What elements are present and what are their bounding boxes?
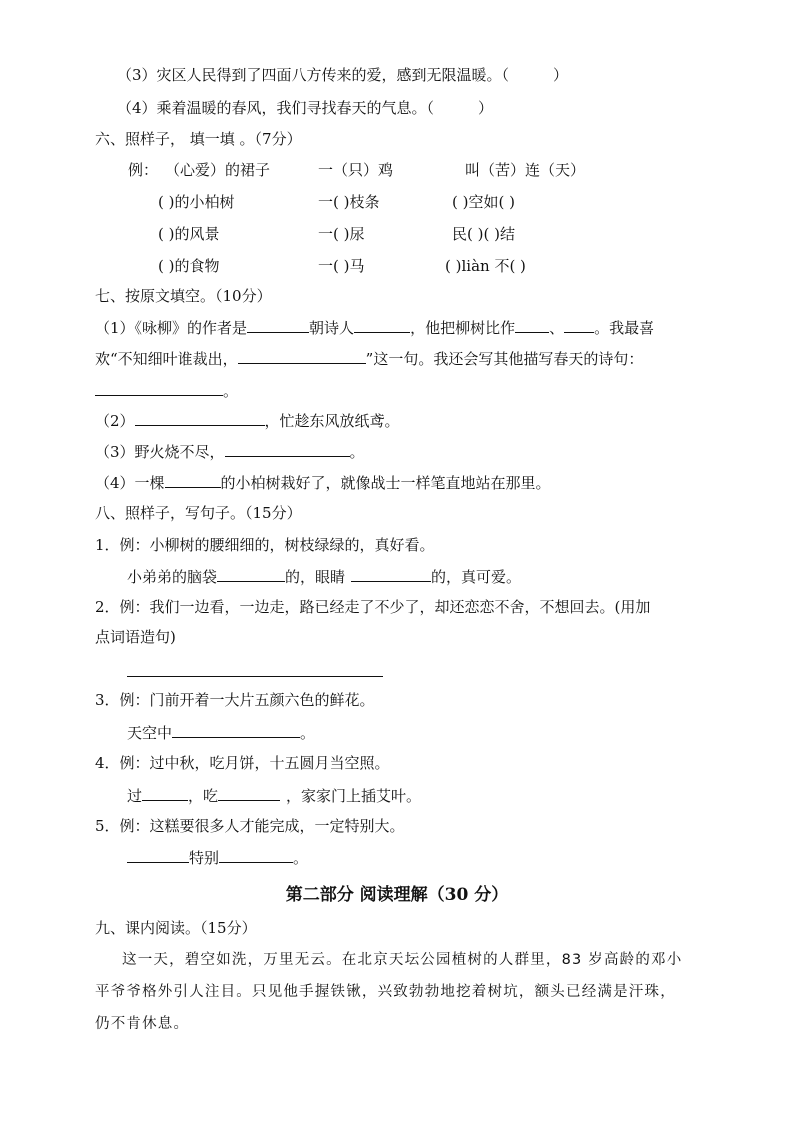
sec6-row2-col1[interactable]: ( )的风景	[158, 225, 220, 243]
answer-blank[interactable]	[95, 380, 223, 396]
sec6-example-label: 例：	[128, 161, 159, 179]
sec6-row3-col1[interactable]: ( )的食物	[158, 257, 220, 275]
answer-blank[interactable]	[172, 722, 300, 738]
answer-blank[interactable]	[351, 566, 431, 582]
answer-blank[interactable]	[247, 317, 309, 333]
answer-blank[interactable]	[515, 317, 549, 333]
answer-blank[interactable]	[135, 410, 265, 426]
sec7-q3: （3）野火烧不尽， 。	[95, 443, 365, 461]
sec7-q2: （2） ，忙趁东风放纸鸢。	[95, 412, 400, 430]
sec8-q2-line1: 2．例：我们一边看，一边走，路已经走了不少了，却还恋恋不舍，不想回去。(用加	[95, 598, 651, 616]
sec6-example-1: （心爱）的裙子	[165, 161, 271, 179]
sec7-q4: （4）一棵 的小柏树栽好了，就像战士一样笔直地站在那里。	[95, 474, 551, 492]
sec6-row1-col2[interactable]: 一( )枝条	[318, 193, 380, 211]
sec8-q3-answer: 天空中 。	[127, 724, 316, 742]
sec8-q5-answer: 特别 。	[127, 847, 308, 868]
answer-blank[interactable]	[564, 317, 594, 333]
sec7-q1-line2: 欢“不知细叶谁裁出， ”这一句。我还会写其他描写春天的诗句：	[95, 350, 644, 368]
sec7-q1-line1: （1）《咏柳》的作者是 朝诗人 ，他把柳树比作 、 。我最喜	[95, 319, 655, 337]
answer-line[interactable]	[127, 675, 383, 677]
sec8-q2-line2: 点词语造句)	[95, 628, 176, 646]
passage-line-3: 仍不肯休息。	[95, 1016, 190, 1032]
answer-blank[interactable]	[217, 566, 285, 582]
answer-blank[interactable]	[218, 785, 280, 801]
sec8-q1: 1．例：小柳树的腰细细的，树枝绿绿的，真好看。	[95, 536, 435, 554]
answer-blank[interactable]	[127, 847, 189, 863]
sec5-item3: （3）灾区人民得到了四面八方传来的爱，感到无限温暖。（ ）	[117, 66, 569, 84]
sec6-row1-col1[interactable]: ( )的小柏树	[158, 193, 235, 211]
sec6-heading: 六、照样子， 填一填 。（7分）	[95, 130, 302, 148]
sec5-item4: （4）乘着温暖的春风，我们寻找春天的气息。（ ）	[117, 99, 494, 117]
answer-blank[interactable]	[165, 472, 221, 488]
passage-line-1: 这一天，碧空如洗，万里无云。在北京天坛公园植树的人群里，83 岁高龄的邓小	[122, 952, 683, 968]
answer-blank[interactable]	[219, 847, 293, 863]
sec6-row3-col2[interactable]: 一( )马	[318, 257, 365, 275]
sec7-heading: 七、按原文填空。（10分）	[95, 287, 272, 305]
passage-line-2: 平爷爷格外引人注目。只见他手握铁锹，兴致勃勃地挖着树坑，额头已经满是汗珠，	[95, 984, 676, 1000]
sec8-q3: 3．例：门前开着一大片五颜六色的鲜花。	[95, 691, 375, 709]
answer-blank[interactable]	[354, 317, 410, 333]
sec8-heading: 八、照样子，写句子。（15分）	[95, 504, 302, 522]
answer-blank[interactable]	[238, 348, 366, 364]
part2-title: 第二部分 阅读理解（30 分）	[285, 885, 509, 905]
sec6-row2-col2[interactable]: 一( )尿	[318, 225, 365, 243]
sec9-heading: 九、课内阅读。（15分）	[95, 919, 257, 937]
sec6-row2-col3[interactable]: 民( )( )结	[452, 225, 515, 243]
sec8-q4: 4．例：过中秋，吃月饼，十五圆月当空照。	[95, 754, 390, 772]
answer-blank[interactable]	[142, 785, 188, 801]
sec8-q5: 5．例：这糕要很多人才能完成，一定特别大。	[95, 817, 405, 835]
sec6-example-2: 一（只）鸡	[318, 161, 394, 179]
sec8-q1-answer: 小弟弟的脑袋 的，眼睛 的，真可爱。	[127, 568, 522, 586]
sec6-row1-col3[interactable]: ( )空如( )	[452, 193, 515, 211]
sec7-q1-line3: 。	[95, 380, 238, 401]
sec6-row3-col3[interactable]: ( )liàn 不( )	[445, 257, 526, 275]
answer-blank[interactable]	[225, 441, 350, 457]
sec6-example-3: 叫（苦）连（天）	[465, 161, 586, 179]
sec8-q4-answer: 过 ，吃 ，家家门上插艾叶。	[127, 787, 422, 805]
